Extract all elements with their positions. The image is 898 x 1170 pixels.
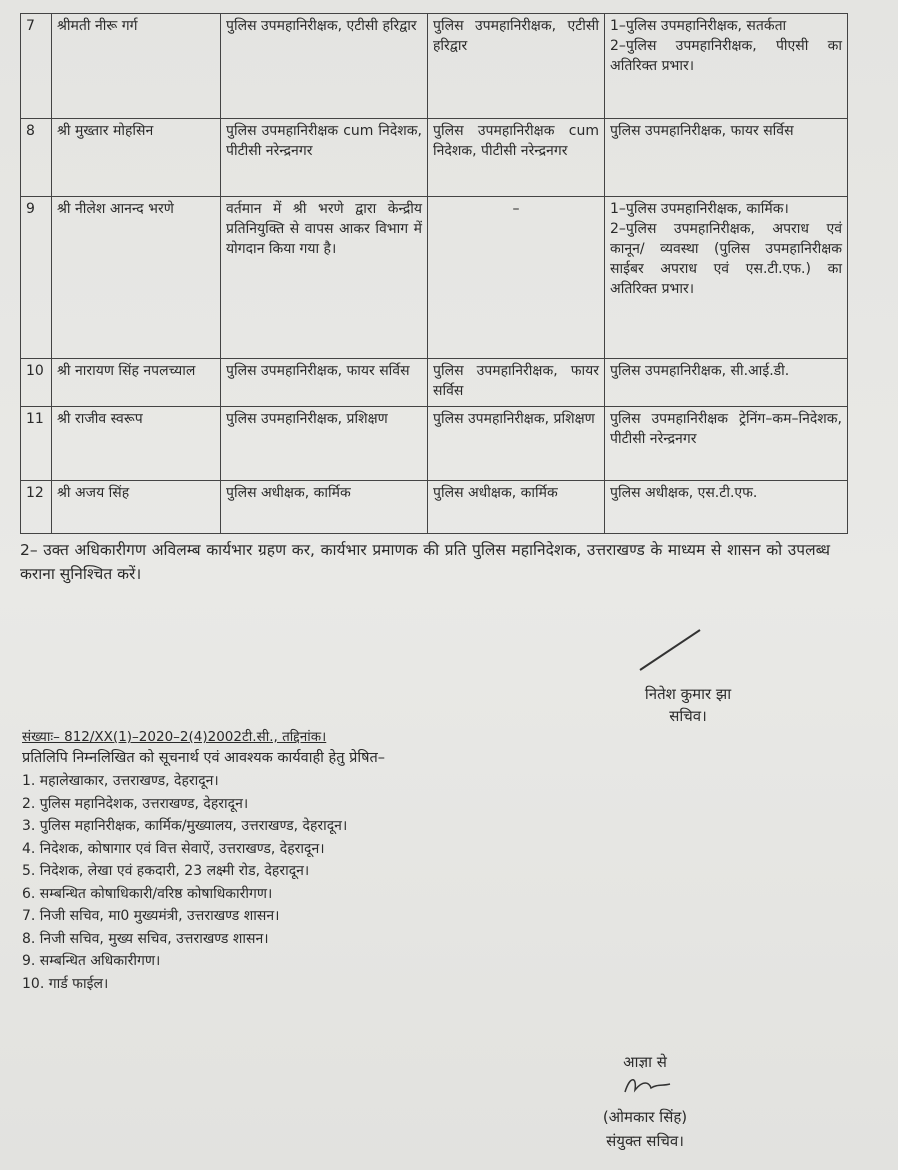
list-item: 2. पुलिस महानिदेशक, उत्तराखण्ड, देहरादून। (22, 795, 249, 812)
new-posting-line: 1–पुलिस उपमहानिरीक्षक, सतर्कता (610, 18, 787, 34)
officer-name: श्री अजय सिंह (52, 481, 221, 534)
serial-number: 10 (21, 359, 52, 407)
current-posting: पुलिस उपमहानिरीक्षक, फायर सर्विस (221, 359, 428, 407)
table-row (21, 197, 848, 359)
signature-mark (615, 1074, 675, 1098)
signature-mark (630, 625, 710, 675)
list-item: 3. पुलिस महानिरीक्षक, कार्मिक/मुख्यालय, उत्तराखण्ड, देहरादून। (22, 818, 348, 834)
list-item: 5. निदेशक, लेखा एवं हकदारी, 23 लक्ष्मी रोड, देहरादून। (22, 863, 310, 879)
retained-posting: – (428, 197, 605, 359)
table-row (21, 359, 848, 407)
joint-secretary-block (585, 1050, 705, 1153)
new-posting (605, 197, 848, 359)
table-row (21, 14, 848, 119)
instruction-paragraph: 2– उक्त अधिकारीगण अविलम्ब कार्यभार ग्रहण कर, कार्यभार प्रमाणक की प्रति पुलिस महानिदेशक, उत्तराखण्ड के माध्यम से शासन को उपलब्ध कराना सुनिश्चित करें। (20, 541, 830, 583)
new-posting-line: पुलिस अधीक्षक, एस.टी.एफ. (610, 485, 758, 501)
retained-posting: पुलिस उपमहानिरीक्षक cum निदेशक, पीटीसी नरेन्द्रनगर (428, 119, 605, 197)
list-item: 4. निदेशक, कोषागार एवं वित्त सेवाऐं, उत्तराखण्ड, देहरादून। (22, 840, 325, 857)
reference-number: संख्याः– 812/XX(1)–2020–2(4)2002टी.सी., तद्दिनांक। (22, 729, 327, 745)
officer-name: श्री नारायण सिंह नपलच्याल (52, 359, 221, 407)
current-posting: पुलिस उपमहानिरीक्षक, प्रशिक्षण (221, 407, 428, 481)
signatory-block (608, 683, 768, 727)
transfer-table (20, 13, 848, 534)
list-item: 6. सम्बन्धित कोषाधिकारी/वरिष्ठ कोषाधिकारीगण। (22, 885, 273, 902)
officer-name: श्री नीलेश आनन्द भरणे (52, 197, 221, 359)
new-posting-line: 2–पुलिस उपमहानिरीक्षक, अपराध एवं कानून/ व्यवस्था (पुलिस उपमहानिरीक्षक साईबर अपराध एवं एस.टी.एफ.) का अतिरिक्त प्रभार। (610, 221, 842, 297)
current-posting: पुलिस अधीक्षक, कार्मिक (221, 481, 428, 534)
retained-posting: पुलिस अधीक्षक, कार्मिक (428, 481, 605, 534)
new-posting (605, 481, 848, 534)
retained-posting: पुलिस उपमहानिरीक्षक, एटीसी हरिद्वार (428, 14, 605, 119)
new-posting (605, 119, 848, 197)
new-posting (605, 14, 848, 119)
new-posting (605, 407, 848, 481)
officer-name: श्रीमती नीरू गर्ग (52, 14, 221, 119)
new-posting-line: पुलिस उपमहानिरीक्षक ट्रेनिंग–कम–निदेशक, पीटीसी नरेन्द्रनगर (610, 411, 842, 447)
serial-number: 12 (21, 481, 52, 534)
new-posting-line: पुलिस उपमहानिरीक्षक, फायर सर्विस (610, 123, 794, 139)
signatory-designation: संयुक्त सचिव। (606, 1132, 684, 1150)
serial-number: 11 (21, 407, 52, 481)
officer-name: श्री मुख्तार मोहसिन (52, 119, 221, 197)
current-posting: पुलिस उपमहानिरीक्षक cum निदेशक, पीटीसी नरेन्द्रनगर (221, 119, 428, 197)
signatory-designation: सचिव। (669, 707, 707, 725)
retained-posting: पुलिस उपमहानिरीक्षक, फायर सर्विस (428, 359, 605, 407)
list-item: 9. सम्बन्धित अधिकारीगण। (22, 953, 161, 969)
serial-number: 9 (21, 197, 52, 359)
by-order-label: आज्ञा से (623, 1053, 667, 1071)
new-posting (605, 359, 848, 407)
list-item: 8. निजी सचिव, मुख्य सचिव, उत्तराखण्ड शासन। (22, 930, 269, 947)
serial-number: 8 (21, 119, 52, 197)
list-item: 10. गार्ड फाईल। (22, 975, 109, 992)
new-posting-line: 1–पुलिस उपमहानिरीक्षक, कार्मिक। (610, 201, 789, 217)
copy-intro: प्रतिलिपि निम्नलिखित को सूचनार्थ एवं आवश्यक कार्यवाही हेतु प्रेषित– (22, 750, 386, 766)
signatory-name: (ओमकार सिंह) (602, 1108, 688, 1126)
table-row (21, 119, 848, 197)
new-posting-line: 2–पुलिस उपमहानिरीक्षक, पीएसी का अतिरिक्त प्रभार। (610, 38, 842, 74)
table-row (21, 481, 848, 534)
signatory-name: नितेश कुमार झा (644, 685, 732, 703)
serial-number: 7 (21, 14, 52, 119)
table-row (21, 407, 848, 481)
officer-name: श्री राजीव स्वरूप (52, 407, 221, 481)
list-item: 1. महालेखाकार, उत्तराखण्ड, देहरादून। (22, 773, 219, 789)
retained-posting: पुलिस उपमहानिरीक्षक, प्रशिक्षण (428, 407, 605, 481)
current-posting: वर्तमान में श्री भरणे द्वारा केन्द्रीय प्रतिनियुक्ति से वापस आकर विभाग में योगदान किया गया है। (221, 197, 428, 359)
new-posting-line: पुलिस उपमहानिरीक्षक, सी.आई.डी. (610, 363, 790, 379)
list-item: 7. निजी सचिव, मा0 मुख्यमंत्री, उत्तराखण्ड शासन। (22, 908, 280, 924)
copy-list (22, 770, 347, 995)
current-posting: पुलिस उपमहानिरीक्षक, एटीसी हरिद्वार (221, 14, 428, 119)
